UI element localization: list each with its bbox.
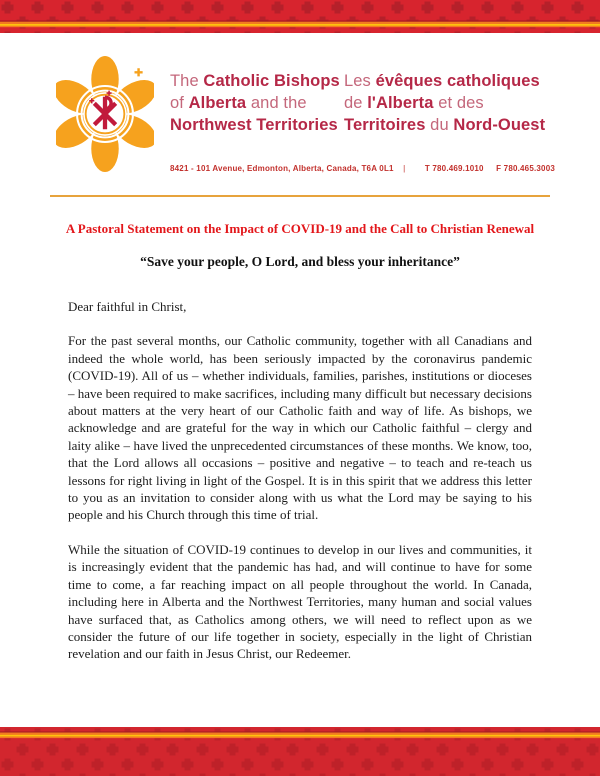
salutation: Dear faithful in Christ, — [68, 299, 187, 314]
address-separator: | — [403, 164, 406, 173]
org-name-en-line1: The Catholic Bishops — [170, 72, 340, 90]
org-name-fr-line3: Territoires du Nord-Ouest — [344, 116, 546, 134]
letter-title: A Pastoral Statement on the Impact of COVID-19 and the Call to Christian Renewal — [65, 221, 535, 236]
fax-number: F 780.465.3003 — [496, 164, 556, 173]
petal-cross-icon — [135, 68, 143, 76]
gold-divider — [50, 195, 550, 197]
paragraph-2: While the situation of COVID-19 continues to develop in our lives and communities, it is increasingly evident that the pandemic has had, and will continue to have for some time to come, a far reaching impact on all people throughout the world. In Canada, including here in Alberta and the Northwest Territories, many human and social values have surfaced that, as Catholics among others, we will need to reflect upon as we consider the future of our life together in society, especially in the light of Christian revelation and our faith in Jesus Christ, our Redeemer. — [68, 541, 532, 662]
paragraph-1: For the past several months, our Catholic community, together with all Canadians and indeed the whole world, has been seriously impacted by the coronavirus pandemic (COVID-19). All of us – whether individuals, families, parishes, institutions or dioceses – have been required to make sacrifices, including many difficult but necessary decisions about matters at the very heart of our Catholic faith and way of life. As bishops, we acknowledge and are grateful for the way in which our Catholic faithful – clergy and laity alike – have lived the unprecedented circumstances of these months. We know, too, that the Lord allows all occasions – positive and negative – to teach and re-teach us lessons for right living in light of the Gospel. It is in this spirit that we address this letter to you as an invitation to consider along with us what the Lord may be saying to his people and his Church through this time of trial. — [68, 333, 532, 523]
org-name-english — [170, 70, 340, 136]
bishops-logo — [56, 55, 154, 173]
scripture-quote: “Save your people, O Lord, and bless your inheritance” — [140, 254, 460, 269]
decorative-border-top — [0, 0, 600, 33]
org-name-french — [344, 70, 545, 136]
letter-body — [68, 298, 532, 680]
org-name-en-line3: Northwest Territories — [170, 116, 338, 134]
org-name-en-line2: of Alberta and the — [170, 94, 307, 112]
street-address: 8421 - 101 Avenue, Edmonton, Alberta, Canada, T6A 0L1 — [170, 164, 394, 173]
address-line — [170, 164, 555, 174]
decorative-border-bottom — [0, 727, 600, 776]
phone-number: T 780.469.1010 — [424, 164, 484, 173]
org-name-fr-line1: Les évêques catholiques — [344, 72, 540, 90]
org-name-fr-line2: de l'Alberta et des — [344, 94, 484, 112]
